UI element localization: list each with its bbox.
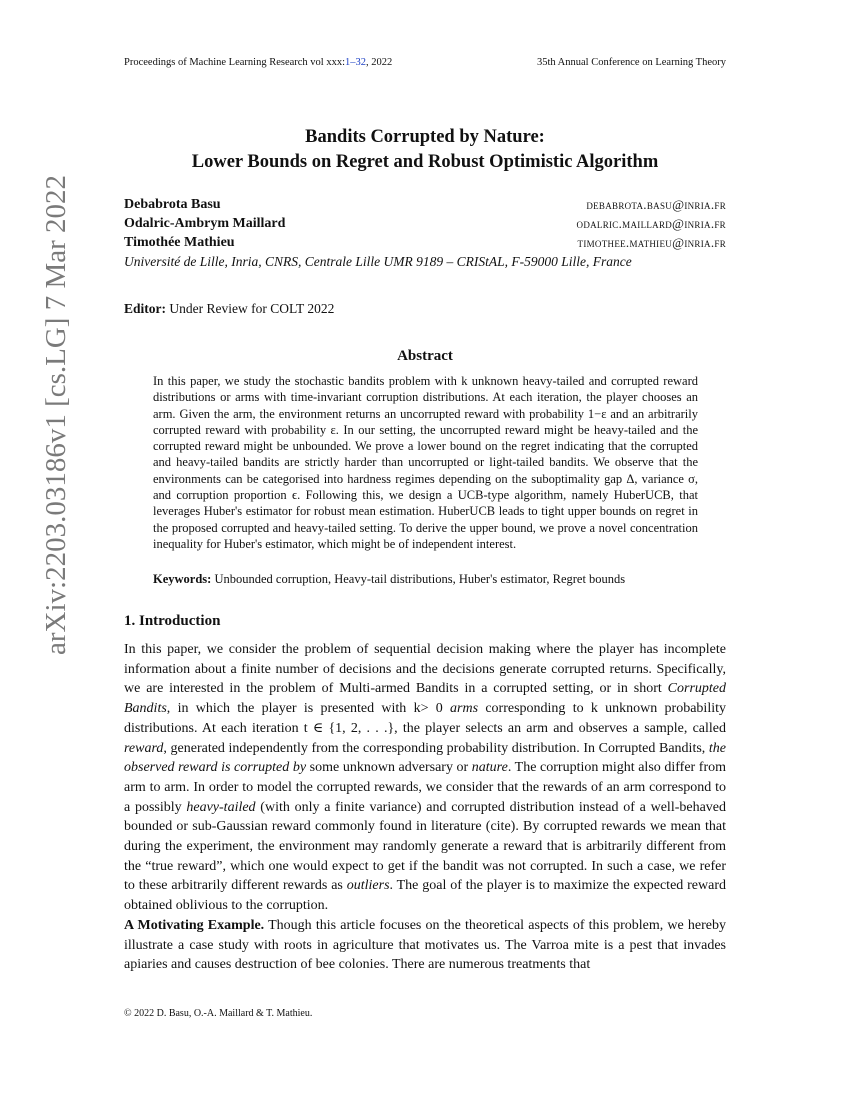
intro-paragraph-2: A Motivating Example. Though this article focuses on the theoretical aspects of this problem, we hereby illustrate a case study with roots in agriculture that motivates us. The Varroa mite is a pest that invades apiaries and causes destruction of bee colonies. There are numerous treatments that [124,917,726,973]
editor-label: Editor: [124,301,166,316]
intro-body [124,640,726,975]
keywords-label: Keywords: [153,572,212,586]
running-head-left [124,57,392,68]
author-name: Odalric-Ambrym Maillard [124,216,286,231]
arxiv-stamp: arXiv:2203.03186v1 [cs.LG] 7 Mar 2022 [40,174,72,655]
editor-line [124,301,334,317]
keywords-value: Unbounded corruption, Heavy-tail distributions, Huber's estimator, Regret bounds [211,572,626,586]
running-head-year: , 2022 [366,57,393,68]
copyright-footer: © 2022 D. Basu, O.-A. Maillard & T. Mathieu. [124,1008,313,1019]
author-row [124,216,726,235]
editor-value: Under Review for COLT 2022 [166,301,335,316]
page-range-link[interactable]: 1–32 [345,57,367,68]
author-row [124,235,726,254]
author-email: timothee.mathieu@inria.fr [577,235,726,250]
abstract-heading: Abstract [397,348,453,364]
author-row [124,197,726,216]
keywords-line [153,572,698,587]
author-email: odalric.maillard@inria.fr [576,216,726,231]
motivating-example-label: A Motivating Example. [124,917,265,933]
author-name: Timothée Mathieu [124,235,235,250]
running-head-right: 35th Annual Conference on Learning Theory [536,57,726,68]
section-heading: 1. Introduction [124,613,221,629]
intro-paragraph-1: In this paper, we consider the problem of sequential decision making where the player has incomplete information about a finite number of decisions and the decisions generate corrupted returns. Specifically, we are interested in the problem of Multi-armed Bandits in a corrupted setting, or in short Corrupted Bandits, in which the player is presented with k> 0 arms corresponding to k unknown probability distributions. At each iteration t ∈ {1, 2, . . .}, the player selects an arm and observes a sample, called reward, generated independently from the corresponding probability distribution. In Corrupted Bandits, the observed reward is corrupted by some unknown adversary or nature. The corruption might also differ from arm to arm. In order to model the corrupted rewards, we consider that the rewards of an arm correspond to a possibly heavy-tailed (with only a finite variance) and corrupted distribution instead of a well-behaved bounded or sub-Gaussian reward commonly found in literature (cite). By corrupted rewards we mean that during the experiment, the environment may randomly generate a reward that is arbitrarily different from the “true reward”, which one would expect to get if the bandit was not corrupted. In such a case, we refer to these arbitrarily different rewards as outliers. The goal of the player is to maximize the expected reward obtained oblivious to the corruption. [124,642,727,914]
affiliation: Université de Lille, Inria, CNRS, Centrale Lille UMR 9189 – CRIStAL, F-59000 Lille, France [124,254,632,269]
author-email: debabrota.basu@inria.fr [586,197,726,212]
abstract-text: In this paper, we study the stochastic bandits problem with k unknown heavy-tailed and corrupted reward distributions or arms with time-invariant corruption distributions. At each iteration, the player chooses an arm. Given the arm, the environment returns an uncorrupted reward with probability 1−ε and an arbitrarily corrupted reward with probability ε. In our setting, the uncorrupted reward might be heavy-tailed and the corrupted reward might be unbounded. We prove a lower bound on the regret indicating that the corrupted and heavy-tailed bandits are strictly harder than uncorrupted or light-tailed bandits. We observe that the environments can be categorised into hardness regimes depending on the suboptimality gap Δ, variance σ, and corruption proportion ϵ. Following this, we design a UCB-type algorithm, namely HuberUCB, that leverages Huber's estimator for robust mean estimation. HuberUCB leads to tight upper bounds on regret in the proposed corrupted and heavy-tailed setting. To derive the upper bound, we prove a novel concentration inequality for Huber's estimator, which might be of independent interest. [153,374,698,551]
author-name: Debabrota Basu [124,197,221,212]
paper-title-line-2: Lower Bounds on Regret and Robust Optimistic Algorithm [191,152,659,172]
running-head-venue: Proceedings of Machine Learning Research vol xxx: [124,57,346,68]
paper-title-line-1: Bandits Corrupted by Nature: [305,127,545,147]
